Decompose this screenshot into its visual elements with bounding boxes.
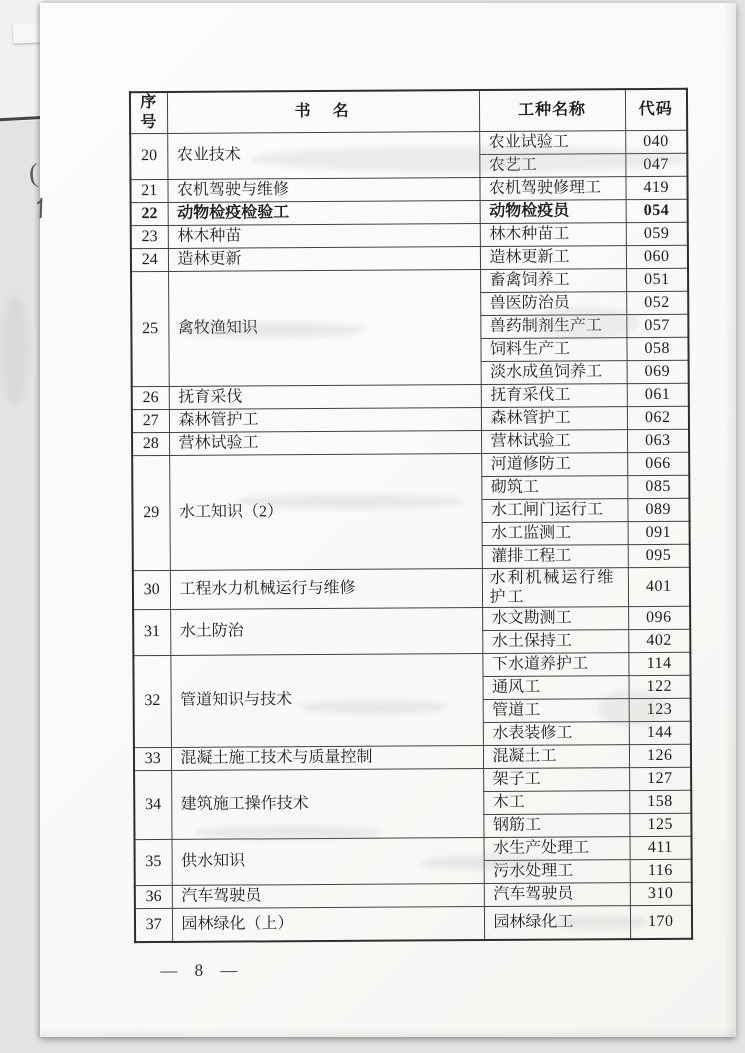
book-name-cell: 造林更新 [168,247,480,272]
book-name-cell: 森林管护工 [169,408,481,433]
book-name-cell: 工程水力机械运行与维修 [170,569,482,610]
code-cell: 063 [627,429,689,452]
code-cell: 310 [630,882,692,905]
code-cell: 419 [625,176,687,199]
book-name-cell: 营林试验工 [169,431,481,456]
row-number-cell: 35 [134,839,171,885]
code-cell: 411 [629,836,691,859]
column-header-job: 工种名称 [479,89,625,131]
pen-mark-hook [36,197,45,219]
job-name-cell: 畜禽饲养工 [480,269,626,293]
book-name-cell: 林木种苗 [168,224,480,249]
book-name-cell: 建筑施工操作技术 [171,769,483,840]
table-row [131,268,688,294]
row-number-cell: 33 [134,747,171,770]
job-name-cell: 农业试验工 [479,131,625,155]
code-cell: 051 [626,268,688,291]
code-cell: 089 [627,498,689,521]
row-number-cell: 37 [135,908,172,941]
job-name-cell: 水利机械运行维护工 [482,568,628,608]
job-name-cell: 饲料生产工 [480,338,626,362]
job-name-cell: 河道修防工 [481,453,627,477]
job-name-cell: 兽药制剂生产工 [480,315,626,339]
row-number-cell: 36 [135,885,172,908]
book-name-cell: 农机驾驶与维修 [167,178,479,203]
code-cell: 125 [629,813,691,836]
code-cell: 058 [626,337,688,360]
code-cell: 095 [628,544,690,567]
table-row [133,567,690,609]
row-number-cell: 31 [133,609,170,655]
table-row [132,452,689,478]
column-header-code: 代码 [625,89,687,131]
row-number-cell: 29 [132,455,170,570]
table-header [130,89,687,134]
table-row [132,429,689,455]
table-row [134,767,691,793]
table-row [134,744,691,770]
job-name-cell: 钢筋工 [483,814,629,838]
job-name-cell: 农机驾驶修理工 [479,177,625,201]
book-name-cell: 水土防治 [170,608,482,656]
job-name-cell: 汽车驾驶员 [484,883,630,907]
job-name-cell: 通风工 [483,676,629,700]
code-cell: 170 [630,905,692,938]
code-cell: 047 [625,153,687,176]
book-name-cell: 供水知识 [171,838,483,886]
code-cell: 062 [627,406,689,429]
code-cell: 123 [629,698,691,721]
table-row [133,652,690,678]
job-name-cell: 水表装修工 [483,722,629,746]
table-row [135,882,692,908]
job-name-cell: 管道工 [483,699,629,723]
job-name-cell: 动物检疫员 [480,200,626,224]
job-name-cell: 混凝土工 [483,745,629,769]
job-name-cell: 水文勘测工 [482,607,628,631]
code-cell: 040 [625,130,687,153]
table-row [132,406,689,432]
table-row [130,176,687,202]
code-cell: 060 [626,245,688,268]
code-cell: 096 [628,606,690,629]
book-name-cell: 禽牧渔知识 [168,270,481,387]
column-header-number: 序号 [130,92,167,134]
header-row [130,89,687,134]
pen-mark-paren: ( [27,157,40,189]
underlying-page [0,0,43,121]
column-header-book: 书 名 [167,90,479,133]
row-number-cell: 22 [131,202,168,225]
code-cell: 059 [626,222,688,245]
book-name-cell: 动物检疫检验工 [168,201,480,226]
job-name-cell: 森林管护工 [481,407,627,431]
table-row [133,606,690,632]
row-number-cell: 27 [132,409,169,432]
code-cell: 091 [628,521,690,544]
job-name-cell: 水工闸门运行工 [481,499,627,523]
row-number-cell: 32 [133,655,171,747]
code-cell: 126 [629,744,691,767]
page-number: — 8 — [160,960,239,981]
table-row [131,245,688,271]
job-name-cell: 木工 [483,791,629,815]
book-name-cell: 管道知识与技术 [170,654,483,748]
book-name-cell: 汽车驾驶员 [172,884,484,909]
page-content [39,0,741,1038]
table-row [135,905,692,941]
row-number-cell: 28 [132,432,169,455]
code-cell: 158 [629,790,691,813]
code-cell: 114 [628,652,690,675]
table-row [131,222,688,248]
book-name-cell: 农业技术 [167,132,479,180]
code-cell: 085 [627,475,689,498]
code-cell: 066 [627,452,689,475]
row-number-cell: 20 [130,133,167,179]
code-cell: 061 [627,383,689,406]
code-cell: 116 [630,859,692,882]
job-name-cell: 水土保持工 [482,630,628,654]
job-name-cell: 园林绿化工 [484,906,630,940]
table-row [130,130,687,156]
row-number-cell: 25 [131,271,169,386]
code-cell: 052 [626,291,688,314]
job-name-cell: 水工监测工 [482,522,628,546]
book-jobcode-table [129,88,693,943]
table-body [130,130,692,941]
table-row [134,836,691,862]
book-name-cell: 抚育采伐 [169,385,481,410]
scan-smudge [2,295,28,405]
job-name-cell: 灌排工程工 [482,545,628,569]
row-number-cell: 24 [131,248,168,271]
code-cell: 401 [628,567,690,606]
job-name-cell: 架子工 [483,768,629,792]
job-name-cell: 砌筑工 [481,476,627,500]
book-name-cell: 园林绿化（上） [172,907,484,942]
table-row [131,199,688,225]
job-name-cell: 淡水成鱼饲养工 [481,361,627,385]
job-name-cell: 污水处理工 [484,860,630,884]
job-name-cell: 林木种苗工 [480,223,626,247]
job-name-cell: 造林更新工 [480,246,626,270]
row-number-cell: 23 [131,225,168,248]
code-cell: 069 [627,360,689,383]
code-cell: 144 [629,721,691,744]
book-name-cell: 水工知识（2） [169,454,482,571]
code-cell: 402 [628,629,690,652]
table-row [132,383,689,409]
job-name-cell: 兽医防治员 [480,292,626,316]
job-name-cell: 水生产处理工 [483,837,629,861]
job-name-cell: 农艺工 [479,154,625,178]
code-cell: 127 [629,767,691,790]
row-number-cell: 21 [130,179,167,202]
book-name-cell: 混凝土施工技术与质量控制 [171,746,483,771]
row-number-cell: 30 [133,570,170,609]
row-number-cell: 26 [132,386,169,409]
row-number-cell: 34 [134,770,171,839]
document-page [40,3,736,1037]
code-cell: 057 [626,314,688,337]
job-name-cell: 营林试验工 [481,430,627,454]
job-name-cell: 抚育采伐工 [481,384,627,408]
code-cell: 122 [629,675,691,698]
code-cell: 054 [626,199,688,222]
job-name-cell: 下水道养护工 [482,653,628,677]
